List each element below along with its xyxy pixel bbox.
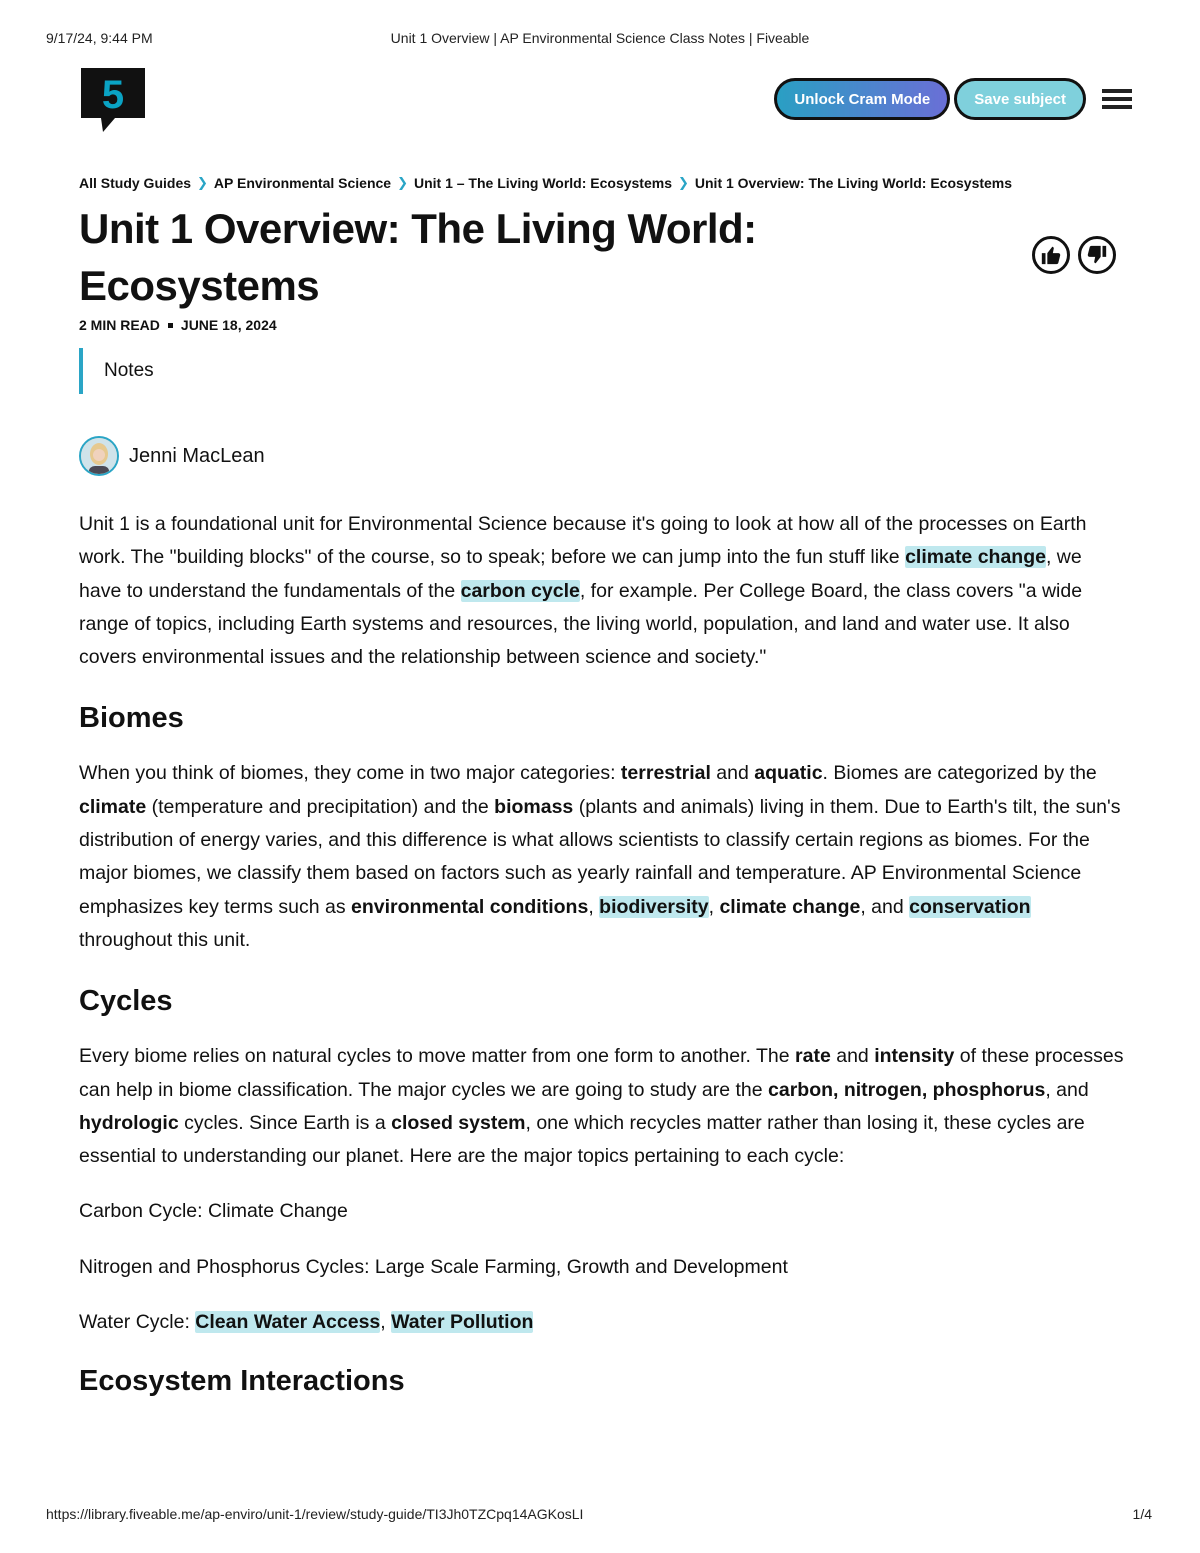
chevron-right-icon: ❯ bbox=[397, 175, 408, 190]
hamburger-menu-icon[interactable] bbox=[1102, 89, 1132, 109]
section-heading-cycles: Cycles bbox=[79, 985, 173, 1018]
keyword-link[interactable]: biodiversity bbox=[599, 895, 709, 918]
breadcrumb-item[interactable]: Unit 1 – The Living World: Ecosystems bbox=[413, 175, 672, 191]
author[interactable] bbox=[79, 436, 265, 476]
article-body bbox=[79, 508, 1124, 1400]
print-title: Unit 1 Overview | AP Environmental Science Class Notes | Fiveable bbox=[390, 30, 810, 46]
nitrogen-phosphorus-topics: Nitrogen and Phosphorus Cycles: Large Scale Farming, Growth and Development bbox=[79, 1255, 788, 1278]
chevron-right-icon: ❯ bbox=[677, 175, 689, 190]
section-heading-ecosystem-interactions: Ecosystem Interactions bbox=[79, 1365, 405, 1398]
keyword-link[interactable]: carbon cycle bbox=[460, 579, 580, 602]
unlock-cram-mode-button[interactable]: Unlock Cram Mode bbox=[774, 78, 950, 120]
page-title: Unit 1 Overview: The Living World: Ecosystems bbox=[79, 205, 757, 309]
thumbs-up-icon[interactable] bbox=[1032, 236, 1070, 274]
print-footer bbox=[0, 1506, 1200, 1526]
keyword-link[interactable]: Water Pollution bbox=[391, 1311, 534, 1334]
publish-date: JUNE 18, 2024 bbox=[180, 317, 277, 333]
fiveable-logo[interactable] bbox=[79, 66, 147, 134]
keyword-link[interactable]: climate change bbox=[905, 546, 1046, 569]
logo-glyph: 5 bbox=[101, 73, 125, 117]
print-header bbox=[0, 30, 1200, 50]
meta-separator bbox=[168, 323, 173, 328]
vote-buttons bbox=[1032, 236, 1116, 274]
keyword-link[interactable]: Clean Water Access bbox=[195, 1311, 381, 1334]
water-cycle-topics: Water Cycle: Clean Water Access, Water Pollution bbox=[79, 1311, 534, 1334]
chevron-right-icon: ❯ bbox=[197, 175, 208, 190]
breadcrumb-item[interactable]: Unit 1 Overview: The Living World: Ecosystems bbox=[694, 175, 1013, 191]
breadcrumb-item[interactable]: AP Environmental Science bbox=[213, 175, 392, 191]
carbon-cycle-topics: Carbon Cycle: Climate Change bbox=[79, 1200, 348, 1223]
intro-paragraph: Unit 1 is a foundational unit for Environmental Science because it's going to look at how all of the processes on Earth work. The "building blocks" of the course, so to speak; before we can jump into the fun stuff like climate change, we have to understand the fundamentals of the carbon cycle, for example. Per College Board, the class covers "a wide range of topics, including Earth systems and resources, the living world, population, and land and water use. It also covers environmental issues and the relationship between science and society." bbox=[79, 513, 1087, 669]
thumbs-down-icon[interactable] bbox=[1078, 236, 1116, 274]
notes-tag[interactable]: Notes bbox=[79, 348, 154, 394]
print-date: 9/17/24, 9:44 PM bbox=[46, 30, 153, 46]
breadcrumb-item[interactable]: All Study Guides bbox=[79, 175, 192, 191]
read-time: 2 MIN READ bbox=[79, 317, 160, 333]
print-page-number: 1/4 bbox=[1132, 1506, 1152, 1522]
save-subject-button[interactable]: Save subject bbox=[954, 78, 1086, 120]
biomes-paragraph: When you think of biomes, they come in two major categories: terrestrial and aquatic. Biomes are categorized by the climate (temperature and precipitation) and the biomass (plants and animals) living in them. Due to Earth's tilt, the sun's distribution of energy varies, and this difference is what allows scientists to classify certain regions as biomes. For the major biomes, we classify them based on factors such as yearly rainfall and temperature. AP Environmental Science emphasizes key terms such as environmental conditions, biodiversity, climate change, and conservation throughout this unit. bbox=[79, 762, 1121, 951]
top-actions bbox=[774, 78, 1132, 120]
cycles-paragraph: Every biome relies on natural cycles to move matter from one form to another. The rate and intensity of these processes can help in biome classification. The major cycles we are going to study are the carbon, nitrogen, phosphorus, and hydrologic cycles. Since Earth is a closed system, one which recycles matter rather than losing it, these cycles are essential to understanding our planet. Here are the major topics pertaining to each cycle: bbox=[79, 1045, 1124, 1168]
avatar bbox=[79, 436, 119, 476]
section-heading-biomes: Biomes bbox=[79, 702, 184, 735]
breadcrumb bbox=[79, 175, 1012, 191]
article-meta bbox=[79, 317, 277, 333]
print-url: https://library.fiveable.me/ap-enviro/unit-1/review/study-guide/TI3Jh0TZCpq14AGKosLI bbox=[46, 1506, 584, 1522]
author-name: Jenni MacLean bbox=[129, 444, 265, 467]
keyword-link[interactable]: conservation bbox=[909, 895, 1031, 918]
